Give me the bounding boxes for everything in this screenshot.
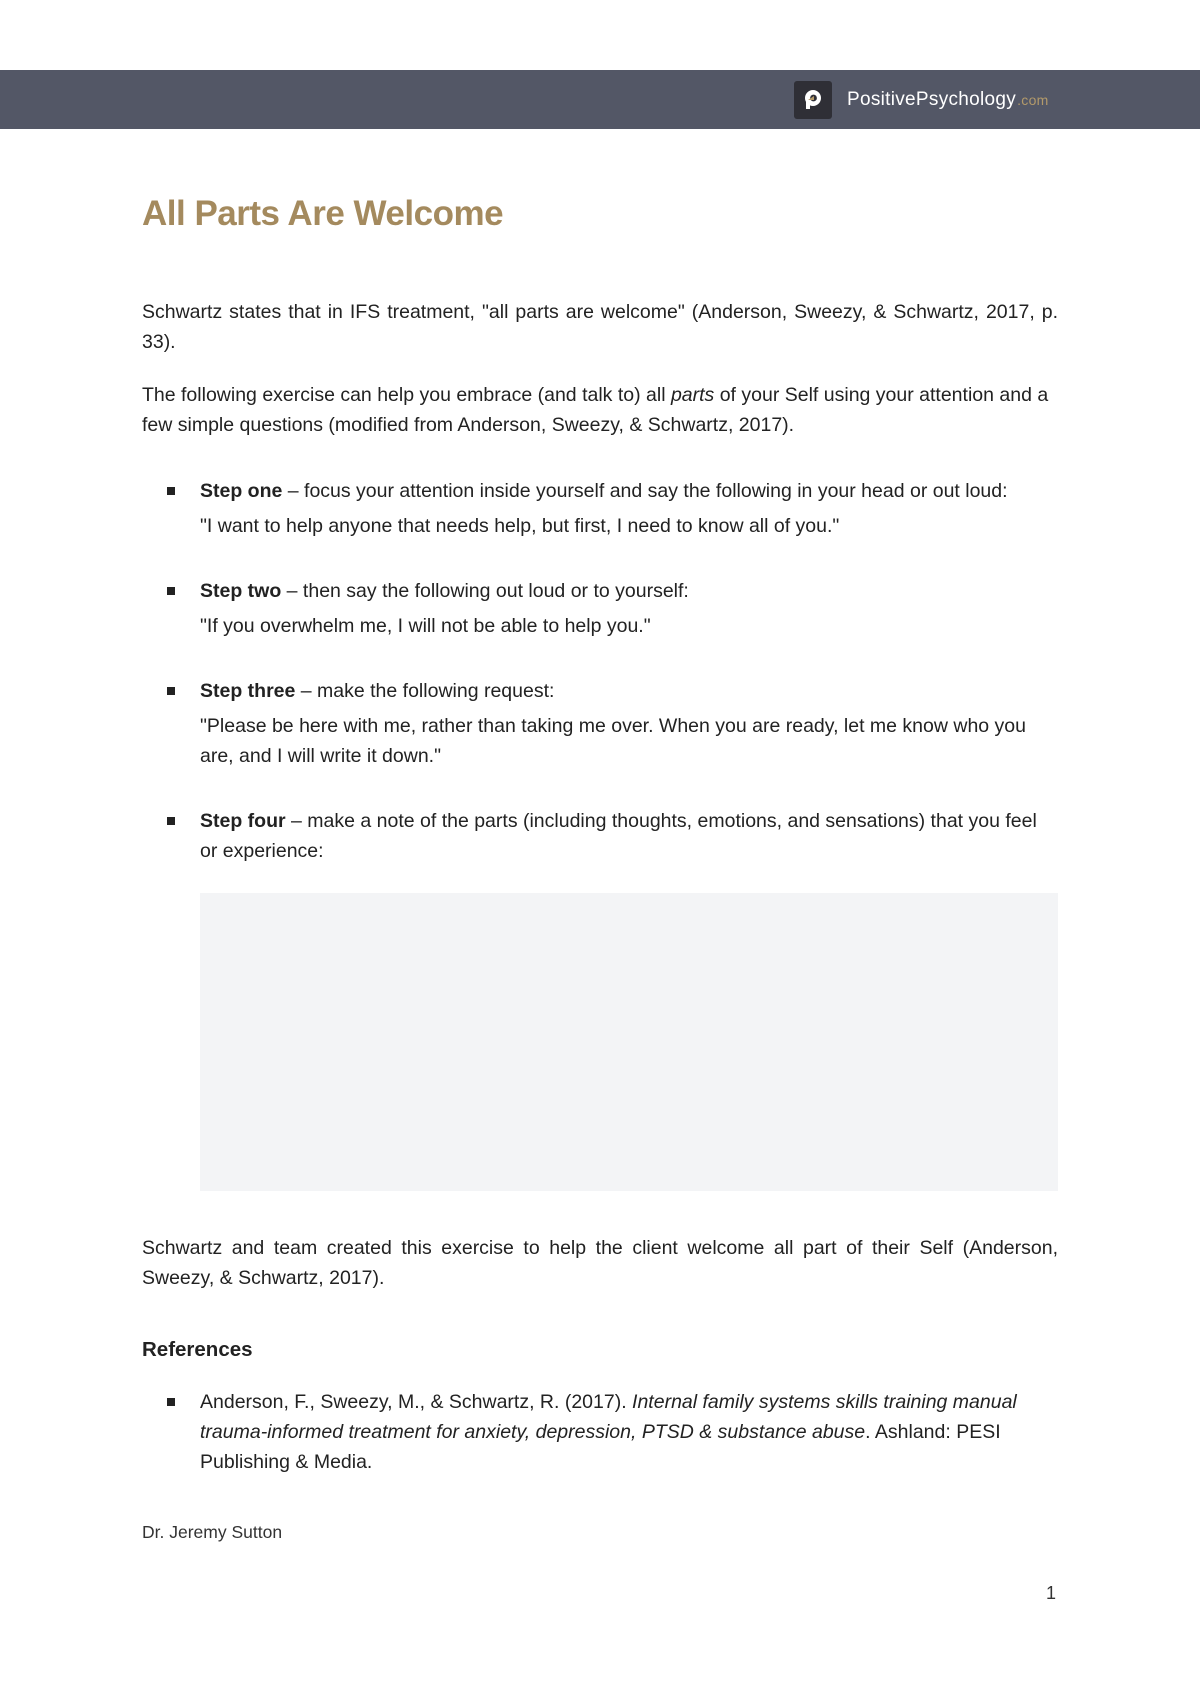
page-title: All Parts Are Welcome [142,194,504,233]
references-heading: References [142,1338,253,1361]
step-one-heading [200,476,1058,506]
intro-p2-before: The following exercise can help you embrace (and talk to) all [142,384,671,406]
reference-text [200,1387,1058,1477]
step-two-label: Step two [200,580,282,602]
parts-notes-field[interactable] [200,893,1058,1191]
bullet-icon [167,817,175,825]
bullet-icon [167,587,175,595]
step-four-text: – make a note of the parts (including thoughts, emotions, and sensations) that you feel or experience: [200,810,1037,862]
step-three-heading [200,676,1058,706]
step-two [142,576,1058,641]
reference-title: Internal family systems skills training manual trauma-informed treatment for anxiety, depression, PTSD & substance abuse [200,1391,1017,1443]
step-two-text: – then say the following out loud or to yourself: [281,580,689,602]
step-two-quote: "If you overwhelm me, I will not be able to help you." [200,615,651,637]
intro-p2-after: of your Self using your attention and a few simple questions (modified from Anderson, Sweezy, & Schwartz, 2017). [142,384,1049,436]
reference-publisher: . Ashland: PESI Publishing & Media. [200,1421,1001,1473]
bullet-icon [167,687,175,695]
brand-logo-icon [794,81,832,119]
reference-authors: Anderson, F., Sweezy, M., & Schwartz, R. (2017). [200,1391,633,1413]
step-three-label: Step three [200,680,296,702]
bullet-icon [167,487,175,495]
reference-item [142,1387,1058,1477]
closing-paragraph: Schwartz and team created this exercise to help the client welcome all part of their Self (Anderson, Sweezy, & Schwartz, 2017). [142,1237,1058,1289]
intro-paragraph-2 [142,380,1058,440]
brand-name [847,89,1049,111]
step-four [142,806,1058,866]
bullet-icon [167,1398,175,1406]
step-two-heading [200,576,1058,606]
step-one-quote: "I want to help anyone that needs help, but first, I need to know all of you." [200,515,840,537]
intro-paragraph-1: Schwartz states that in IFS treatment, "all parts are welcome" (Anderson, Sweezy, & Schwartz, 2017, p. 33). [142,301,1058,353]
step-one-text: – focus your attention inside yourself and say the following in your head or out loud: [282,480,1008,502]
step-three-quote: "Please be here with me, rather than taking me over. When you are ready, let me know who you are, and I will write it down." [200,715,1026,767]
step-three [142,676,1058,771]
page-number: 1 [1046,1583,1057,1603]
step-four-label: Step four [200,810,286,832]
author-name: Dr. Jeremy Sutton [142,1522,283,1542]
step-three-text: – make the following request: [295,680,555,702]
brand-suffix: .com [1017,92,1049,108]
step-one [142,476,1058,541]
step-one-label: Step one [200,480,283,502]
header-bar [0,70,1200,129]
brand-name-text: PositivePsychology [847,89,1017,110]
step-four-heading [200,806,1058,866]
intro-p2-emphasis: parts [670,384,715,406]
brand[interactable] [794,81,1049,119]
